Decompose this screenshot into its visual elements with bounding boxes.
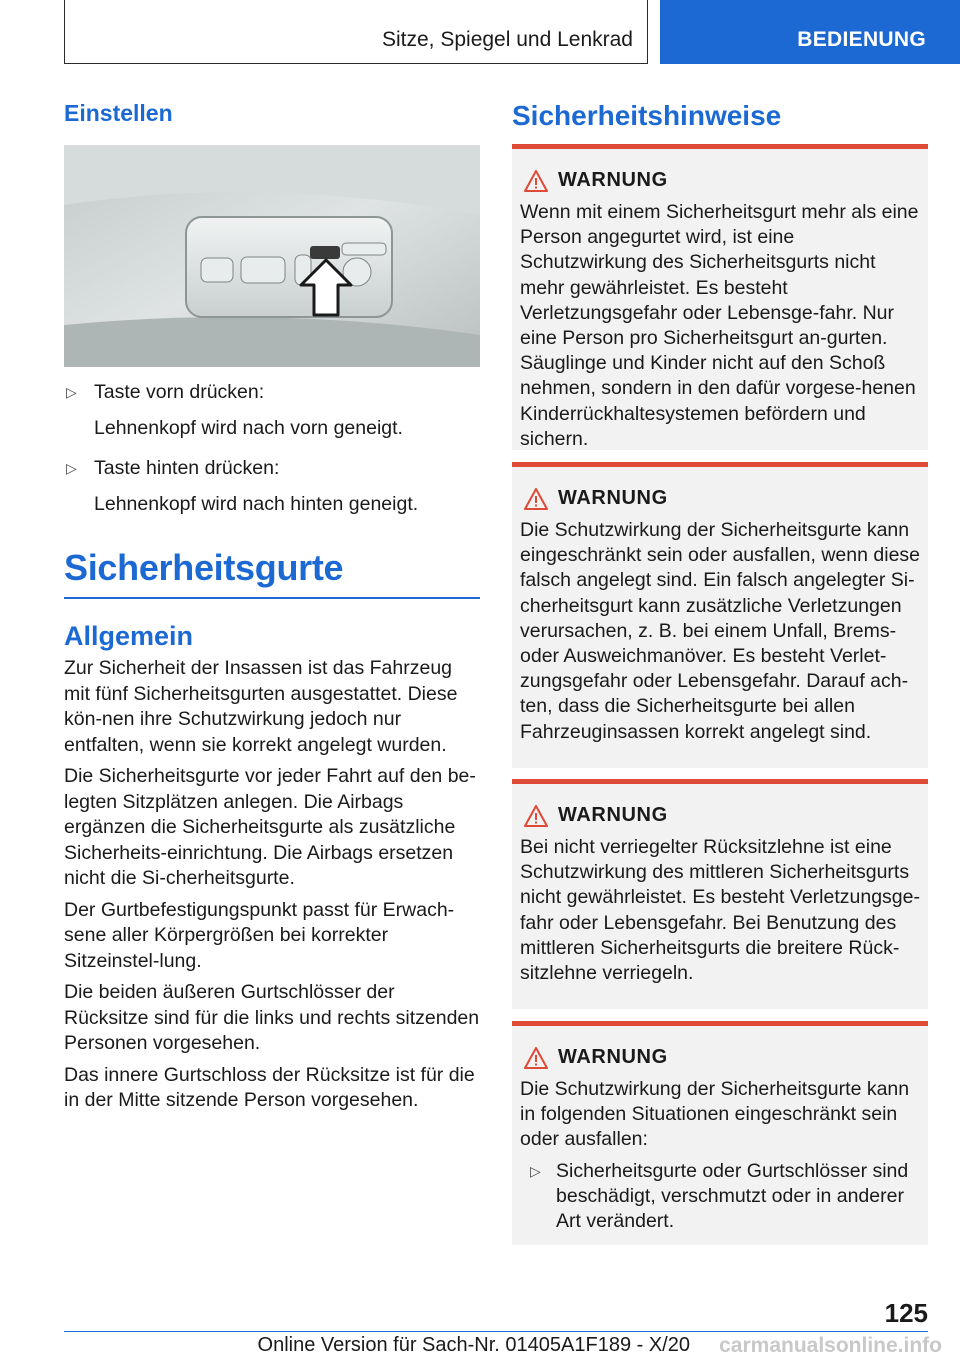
body-paragraph: Das innere Gurtschloss der Rücksitze ist für die in der Mitte sitzende Person vorgesehen. [64,1063,475,1111]
warning-title: WARNUNG [558,487,668,509]
safety-heading: Sicherheitshinweise [512,100,782,131]
bullet-sub-text: Lehnenkopf wird nach vorn geneigt. [94,417,403,439]
warning-body: Bei nicht verriegelter Rücksitzlehne ist eine Schutzwirkung des mittleren Sicherheitsgurts nicht gewährleistet. Es besteht Verletzungsge-fahr oder Lebensgefahr. Bei Benutzung des mittleren Sicherheitsgurts die breitere Rück-sitzlehne verriegeln. [520,836,920,985]
warning-title-row [520,1046,920,1072]
einstellen-heading: Einstellen [64,100,173,126]
warning-title-row [520,487,920,513]
warning-triangle-icon [524,1047,548,1069]
triangle-right-icon: ▷ [66,460,77,476]
footer-divider [64,1331,928,1332]
warning-triangle-icon [524,488,548,510]
warning-box [512,1021,928,1245]
warning-body: Die Schutzwirkung der Sicherheitsgurte kann eingeschränkt sein oder ausfallen, wenn diese falsch angelegt sind. Ein falsch angelegter Si-cherheitsgurt kann zusätzliche Verletzungen verursachen, z. B. bei einem Unfall, Brems-oder Ausweichmanöver. Es besteht Verlet-zungsgefahr oder Lebensgefahr. Darauf ach-ten, dass die Sicherheitsgurte bei allen Fahrzeuginsassen korrekt angelegt sind. [520,519,921,743]
body-paragraph: Die Sicherheitsgurte vor jeder Fahrt auf den be-legten Sitzplätzen anlegen. Die Airbags ergänzen die Sicherheitsgurte als zusätzliche Sicherheits-einrichtung. Die Airbags ersetzen nicht die Si-cherheitsgurte. [64,765,476,889]
warning-title: WARNUNG [558,1046,668,1068]
warning-title: WARNUNG [558,804,668,826]
footer-watermark[interactable]: carmanualsonline.info [719,1334,942,1357]
warning-body: Wenn mit einem Sicherheitsgurt mehr als eine Person angegurtet wird, ist eine Schutzwirkung des Sicherheitsgurts nicht mehr gewährleistet. Es besteht Verletzungsgefahr oder Lebensge-fahr. Nur eine Person pro Sicherheitsgurt an-gurten. Säuglinge und Kinder nicht auf den Schoß nehmen, sondern in den dafür vorgese-henen Kinderrückhaltesystemen befördern und sichern. [520,201,919,450]
triangle-right-icon: ▷ [66,384,77,400]
warning-bullet-text: Sicherheitsgurte oder Gurtschlösser sind beschädigt, verschmutzt oder in anderer Art verändert. [556,1159,909,1233]
warning-box [512,779,928,1009]
seat-control-illustration [64,145,480,367]
body-paragraph: Der Gurtbefestigungspunkt passt für Erwach-sene aller Körpergrößen bei korrekter Sitzeinstel-lung. [64,898,455,972]
bullet-item [64,453,480,519]
left-column [64,100,480,1114]
right-column [512,100,928,132]
warning-triangle-icon [524,805,548,827]
triangle-right-icon: ▷ [530,1162,541,1179]
body-paragraph: Die beiden äußeren Gurtschlösser der Rücksitze sind für die links und rechts sitzenden Personen vorgesehen. [64,981,480,1054]
body-paragraph: Zur Sicherheit der Insassen ist das Fahrzeug mit fünf Sicherheitsgurten ausgestattet. Diese kön-nen ihre Schutzwirkung jedoch nur entfalten, wenn sie korrekt angelegt wurden. [64,657,458,756]
warning-body: Die Schutzwirkung der Sicherheitsgurte kann in folgenden Situationen eingeschränkt sein oder ausfallen: [520,1078,910,1151]
header-section-title: Sitze, Spiegel und Lenkrad [381,28,633,51]
warning-title-row [520,169,920,195]
bullet-main-text: Taste vorn drücken: [94,381,265,403]
seat-control-photo [64,145,480,367]
header-tab-label: BEDIENUNG [797,28,926,51]
header-tab[interactable] [660,0,960,64]
page-number: 125 [884,1298,928,1328]
bullet-sub-text: Lehnenkopf wird nach hinten geneigt. [94,493,419,515]
footer-online-version: Online Version für Sach-Nr. 01405A1F189 - X/20 [257,1334,690,1356]
warning-title: WARNUNG [558,169,668,191]
header-section-box [64,0,648,64]
warning-box [512,144,928,450]
bullet-item [64,377,480,443]
section-heading: Sicherheitsgurte [64,547,480,599]
warning-box [512,462,928,768]
sub-heading: Allgemein [64,621,194,651]
bullet-main-text: Taste hinten drücken: [94,457,280,479]
warning-bullet-item [520,1159,920,1235]
warning-triangle-icon [524,170,548,192]
warning-title-row [520,804,920,830]
